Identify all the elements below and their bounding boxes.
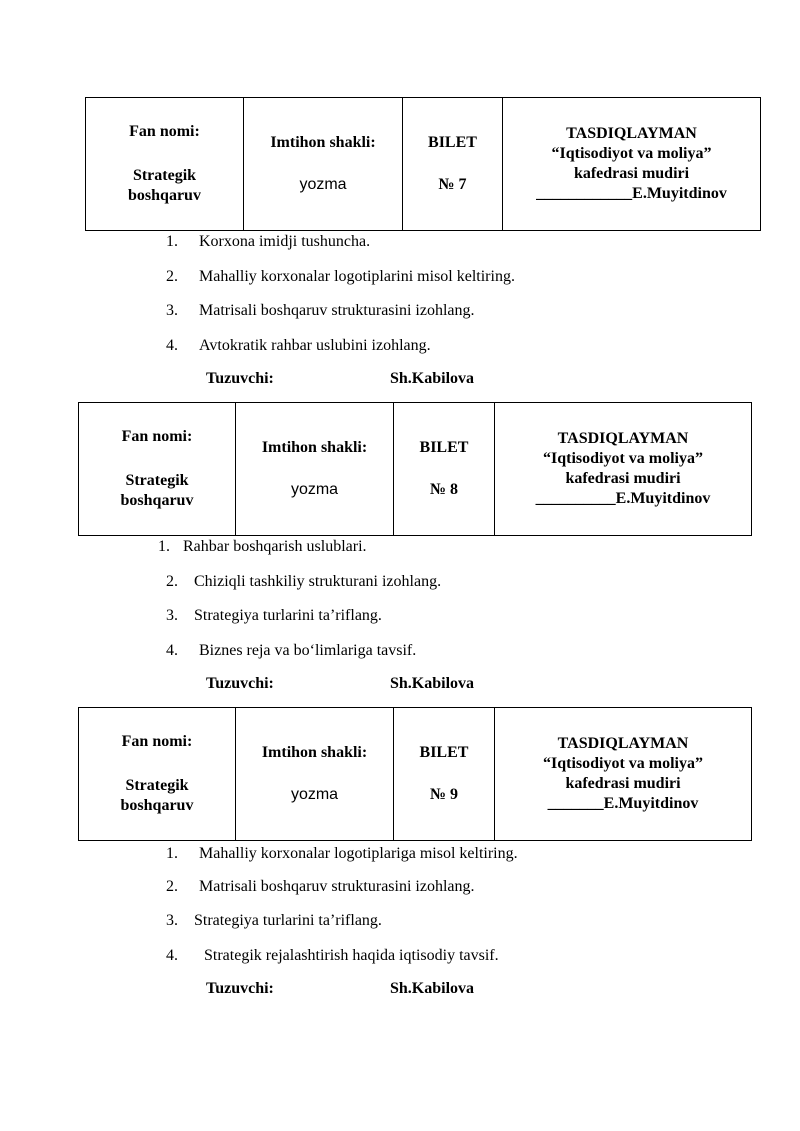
approval-cell xyxy=(495,708,752,841)
ticket-number-cell xyxy=(394,708,495,841)
approver-name: E.Muyitdinov xyxy=(603,795,699,812)
author-name: Sh.Kabilova xyxy=(390,675,475,692)
approver-name: E.Muyitdinov xyxy=(632,185,727,202)
exam-form-value: yozma xyxy=(290,481,339,498)
approve-title: TASDIQLAYMAN xyxy=(566,125,697,142)
question-text: Strategiya turlarini ta’riflang. xyxy=(194,912,382,929)
approve-title: TASDIQLAYMAN xyxy=(557,735,689,752)
approve-role: kafedrasi mudiri xyxy=(565,470,681,487)
question-number: 2. xyxy=(166,878,178,895)
subject-label: Fan nomi: xyxy=(121,733,193,750)
ticket-number: № 8 xyxy=(429,481,459,498)
signature-line: __________ xyxy=(535,490,616,507)
question-number: 2. xyxy=(166,268,178,285)
question-number: 3. xyxy=(166,607,178,624)
approval-cell xyxy=(495,403,752,536)
ticket-header-table xyxy=(78,402,752,536)
approve-department: “Iqtisodiyot va moliya” xyxy=(542,450,703,467)
exam-form-value: yozma xyxy=(290,786,339,803)
exam-form-cell xyxy=(236,403,394,536)
question-number: 1. xyxy=(166,233,178,250)
ticket-number: № 7 xyxy=(438,176,467,193)
exam-form-label: Imtihon shakli: xyxy=(261,744,368,761)
signature-line: _______ xyxy=(547,795,604,812)
exam-form-value: yozma xyxy=(299,176,347,193)
ticket-header-table xyxy=(85,97,761,231)
question-text: Strategiya turlarini ta’riflang. xyxy=(194,607,382,624)
subject-value: Strategik boshqaruv xyxy=(120,777,194,814)
approve-department: “Iqtisodiyot va moliya” xyxy=(542,755,703,772)
question-number: 4. xyxy=(166,642,178,659)
approve-role: kafedrasi mudiri xyxy=(573,165,690,182)
subject-label: Fan nomi: xyxy=(121,428,193,445)
subject-label: Fan nomi: xyxy=(129,123,200,140)
ticket-label: BILET xyxy=(419,744,469,761)
question-text: Matrisali boshqaruv strukturasini izohlang. xyxy=(199,878,475,895)
approver-name: E.Muyitdinov xyxy=(615,490,711,507)
ticket-number-cell xyxy=(403,98,503,231)
question-number: 3. xyxy=(166,912,178,929)
exam-form-label: Imtihon shakli: xyxy=(261,439,368,456)
author-name: Sh.Kabilova xyxy=(390,980,475,997)
exam-form-label: Imtihon shakli: xyxy=(270,134,376,151)
question-number: 1. xyxy=(166,845,178,862)
approve-department: “Iqtisodiyot va moliya” xyxy=(551,145,712,162)
approve-title: TASDIQLAYMAN xyxy=(557,430,689,447)
ticket-number-cell xyxy=(394,403,495,536)
question-text: Matrisali boshqaruv strukturasini izohlang. xyxy=(199,302,475,319)
question-number: 2. xyxy=(166,573,178,590)
ticket-label: BILET xyxy=(428,134,477,151)
subject-cell xyxy=(79,403,236,536)
question-text: Strategik rejalashtirish haqida iqtisodiy tavsif. xyxy=(204,947,499,964)
question-text: Mahalliy korxonalar logotiplarini misol keltiring. xyxy=(199,268,515,285)
approve-signature xyxy=(503,184,760,204)
question-text: Korxona imidji tushuncha. xyxy=(199,233,371,250)
author-label: Tuzuvchi: xyxy=(206,980,274,997)
question-number: 4. xyxy=(166,337,178,354)
author-label: Tuzuvchi: xyxy=(206,675,274,692)
author-label: Tuzuvchi: xyxy=(206,370,274,387)
question-text: Mahalliy korxonalar logotiplariga misol keltiring. xyxy=(199,845,518,862)
subject-value: Strategik boshqaruv xyxy=(128,167,201,204)
approve-signature xyxy=(495,794,751,814)
question-text: Biznes reja va bo‘limlariga tavsif. xyxy=(199,642,417,659)
ticket-label: BILET xyxy=(419,439,469,456)
author-name: Sh.Kabilova xyxy=(390,370,475,387)
question-text: Rahbar boshqarish uslublari. xyxy=(183,538,367,555)
question-number: 4. xyxy=(166,947,178,964)
question-number: 3. xyxy=(166,302,178,319)
question-text: Avtokratik rahbar uslubini izohlang. xyxy=(199,337,431,354)
ticket-number: № 9 xyxy=(429,786,459,803)
subject-value: Strategik boshqaruv xyxy=(120,472,194,509)
approval-cell xyxy=(503,98,761,231)
subject-cell xyxy=(79,708,236,841)
signature-line: ____________ xyxy=(536,185,633,202)
exam-form-cell xyxy=(236,708,394,841)
exam-form-cell xyxy=(244,98,403,231)
approve-role: kafedrasi mudiri xyxy=(565,775,681,792)
approve-signature xyxy=(495,489,751,509)
subject-cell xyxy=(86,98,244,231)
ticket-header-table xyxy=(78,707,752,841)
question-text: Chiziqli tashkiliy strukturani izohlang. xyxy=(194,573,442,590)
question-number: 1. xyxy=(158,538,170,555)
